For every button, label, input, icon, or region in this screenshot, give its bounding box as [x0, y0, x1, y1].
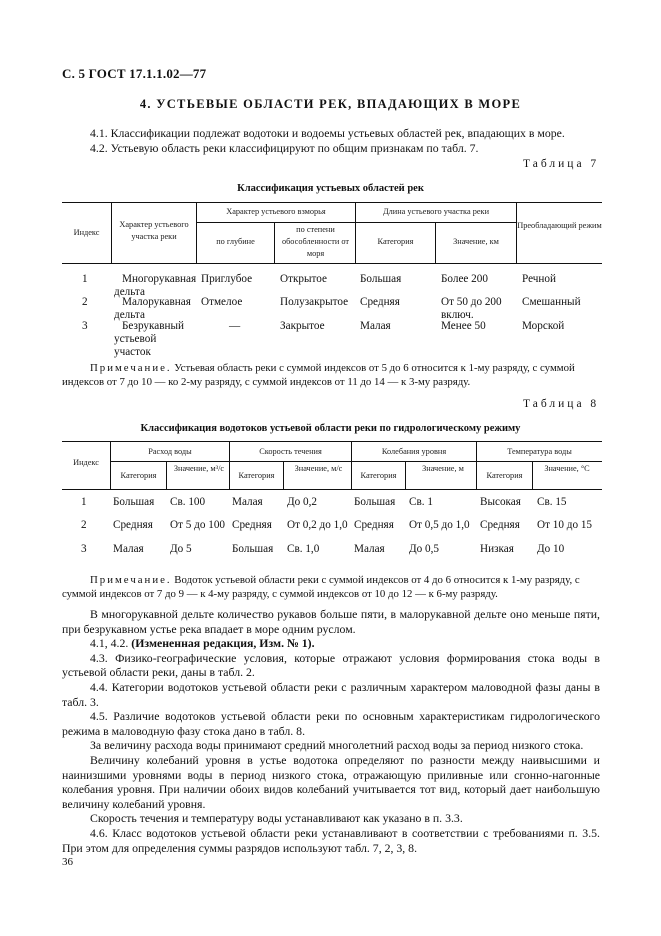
t7-header-length: Длина устьевого участка реки — [382, 207, 490, 216]
t8-cell-value: До 0,2 — [287, 496, 318, 508]
table7-subheader-rule — [196, 222, 516, 223]
t8-header-flow: Расход воды — [148, 447, 192, 456]
t7-cell-depth: — — [229, 320, 241, 332]
table8-note — [62, 573, 602, 601]
t8-cell-value: Св. 100 — [170, 496, 206, 508]
table7-vline — [274, 222, 275, 263]
t8-cell-category: Малая — [232, 496, 263, 508]
table8-note-text: Водоток устьевой области реки с суммой индексов от 4 до 6 относится к 1-му разряду, с суммой индексов от 7 до 9 — к 4-му разряду, с суммой индексов от 10 до 12 — к 6-му разряду. — [62, 574, 580, 600]
table7-caption: Классификация устьевых областей рек — [237, 183, 424, 194]
table7-label: Таблица 7 — [523, 158, 600, 170]
table7-note — [62, 361, 602, 389]
body-paragraph-3: 4.3. Физико-географические условия, которые отражают условия формирования стока воды в устьевой области реки, даны в табл. 2. — [62, 650, 600, 680]
t7-cell-category: Малая — [360, 320, 391, 332]
t8-header-speed: Скорость течения — [259, 447, 322, 456]
table8-vline — [405, 461, 406, 489]
t8-header-category: Категория — [238, 471, 275, 480]
table8-subheader-rule — [110, 461, 602, 462]
body-paragraph-9: 4.6. Класс водотоков устьевой области реки устанавливают в соответствии с требованиями п. 3.5. При этом для определения суммы разрядов используют табл. 7, 2, 3, 8. — [62, 825, 600, 855]
t8-cell-value: Св. 1 — [409, 496, 433, 508]
t7-header-character: Характер устьевого участка реки — [119, 220, 189, 241]
t8-cell-value: От 0,2 до 1,0 — [287, 519, 348, 531]
t7-cell-value: От 50 до 200 включ. — [441, 296, 502, 321]
t7-cell-regime: Морской — [522, 320, 565, 332]
intro-paragraph-1: 4.1. Классификации подлежат водотоки и водоемы устьевых областей рек, впадающих в море. — [90, 126, 565, 140]
t8-header-temp: Температура воды — [507, 447, 572, 456]
body-paragraph-2 — [62, 636, 600, 651]
t7-cell-regime: Смешанный — [522, 296, 581, 308]
t7-cell-regime: Речной — [522, 273, 556, 285]
table8-vline — [532, 461, 533, 489]
t7-cell-value: Менее 50 — [441, 320, 486, 332]
t8-header-index: Индекс — [73, 458, 99, 467]
intro-paragraph-2: 4.2. Устьевую область реки классифицируют по общим признакам по табл. 7. — [90, 141, 479, 155]
t8-cell-category: Большая — [232, 543, 274, 555]
t8-cell-value: До 0,5 — [409, 543, 440, 555]
t7-cell-isolation: Открытое — [280, 273, 327, 285]
t7-cell-depth: Приглубое — [201, 273, 253, 285]
t8-header-value-temp: Значение, °С — [544, 464, 590, 473]
t8-cell-category: Большая — [113, 496, 155, 508]
t8-header-value-speed: Значение, м/с — [294, 464, 343, 473]
t7-cell-index: 2 — [82, 296, 88, 308]
t7-cell-isolation: Полузакрытое — [280, 296, 349, 308]
t8-cell-value: До 5 — [170, 543, 192, 555]
t7-cell-index: 3 — [82, 320, 88, 332]
t7-header-isolation: по степени обособленности от моря — [281, 225, 350, 258]
t8-cell-category: Средняя — [480, 519, 520, 531]
table7-vline — [516, 202, 517, 263]
t7-cell-character: Многорукавная дельта — [114, 273, 197, 298]
table8-vline — [283, 461, 284, 489]
t8-header-category: Категория — [486, 471, 523, 480]
t7-cell-category: Средняя — [360, 296, 400, 308]
page-header: С. 5 ГОСТ 17.1.1.02—77 — [62, 66, 207, 81]
body-paragraph-1: В многорукавной дельте количество рукавов больше пяти, в малорукавной дельте оно меньше пяти, при безрукавном устье река впадает в море одним руслом. — [62, 607, 600, 636]
t8-cell-index: 3 — [81, 543, 87, 555]
amendment-note: (Измененная редакция, Изм. № 1). — [131, 636, 315, 651]
t7-cell-depth: Отмелое — [201, 296, 243, 308]
body-paragraph-2-prefix: 4.1, 4.2. — [90, 636, 132, 651]
t7-cell-category: Большая — [360, 273, 402, 285]
table8-top-rule — [62, 441, 602, 442]
t8-cell-value: Св. 1,0 — [287, 543, 320, 555]
table7-note-label: Примечание. — [90, 362, 172, 374]
t8-cell-value: От 5 до 100 — [170, 519, 226, 531]
body-paragraph-4: 4.4. Категории водотоков устьевой области реки с различным характером маловодной фазы даны в табл. 3. — [62, 679, 600, 709]
table7-header-rule — [62, 263, 602, 264]
t8-cell-category: Высокая — [480, 496, 521, 508]
t8-cell-category: Большая — [354, 496, 396, 508]
t8-cell-category: Малая — [354, 543, 385, 555]
table7-note-text: Устьевая область реки с суммой индексов от 5 до 6 относится к 1-му разряду, с суммой индексов от 7 до 10 — ко 2-му разряду, с суммой индексов от 11 до 14 — к 3-му разряду. — [62, 362, 575, 388]
t7-header-category: Категория — [377, 237, 414, 246]
t8-cell-value: До 10 — [537, 543, 565, 555]
t7-header-value: Значение, км — [453, 237, 499, 246]
t8-cell-value: От 0,5 до 1,0 — [409, 519, 470, 531]
table8-label: Таблица 8 — [523, 398, 600, 410]
table8-note-label: Примечание. — [90, 574, 172, 586]
t8-cell-category: Средняя — [232, 519, 272, 531]
t7-header-seaside: Характер устьевого взморья — [226, 207, 326, 216]
t7-cell-index: 1 — [82, 273, 88, 285]
table8-header-rule — [62, 489, 602, 490]
t7-cell-character: Безрукавный устьевой участок — [114, 320, 184, 358]
t7-cell-value: Более 200 — [441, 273, 488, 285]
body-paragraph-7: Величину колебаний уровня в устье водотока определяют по разности между наивысшими и наинизшими уровнями воды в период низкого стока, отражающую приливные или сгонно-нагонные колебания уровня. При наличии обоих видов колебаний учитывается тот вид, который дает наибольшую величину колебаний уровня. — [62, 752, 600, 811]
table8-caption: Классификация водотоков устьевой области реки по гидрологическому режиму — [140, 423, 521, 434]
t7-header-regime: Преобладающий режим — [517, 221, 602, 230]
t7-header-index: Индекс — [73, 228, 100, 237]
t8-cell-category: Низкая — [480, 543, 514, 555]
section-title: 4. УСТЬЕВЫЕ ОБЛАСТИ РЕК, ВПАДАЮЩИХ В МОРЕ — [139, 97, 522, 111]
body-paragraph-6: За величину расхода воды принимают средний многолетний расход воды за период низкого стока. — [90, 738, 584, 753]
body-text — [62, 607, 600, 855]
t8-header-level: Колебания уровня — [381, 447, 447, 456]
t8-cell-index: 1 — [81, 496, 87, 508]
t8-cell-category: Средняя — [113, 519, 153, 531]
t8-header-category: Категория — [360, 471, 397, 480]
page-number: 36 — [62, 856, 73, 868]
t7-header-depth: по глубине — [216, 237, 255, 246]
t8-cell-value: Св. 15 — [537, 496, 567, 508]
t8-cell-category: Средняя — [354, 519, 394, 531]
t8-header-category: Категория — [120, 471, 157, 480]
t8-header-value-level: Значение, м — [422, 464, 464, 473]
body-paragraph-5: 4.5. Различие водотоков устьевой области реки по основным характеристикам гидрологического режима в маловодную фазу стока дано в табл. 8. — [62, 709, 600, 738]
t8-header-value-flow: Значение, м³/с — [173, 464, 225, 473]
t7-cell-isolation: Закрытое — [280, 320, 325, 332]
t7-cell-character: Малорукавная дельта — [114, 296, 191, 321]
t8-cell-index: 2 — [81, 519, 87, 531]
table7-top-rule — [62, 202, 602, 203]
body-paragraph-8: Скорость течения и температуру воды устанавливают как указано в п. 3.3. — [90, 811, 463, 826]
t8-cell-value: От 10 до 15 — [537, 519, 593, 531]
t8-cell-category: Малая — [113, 543, 144, 555]
table8-vline — [166, 461, 167, 489]
